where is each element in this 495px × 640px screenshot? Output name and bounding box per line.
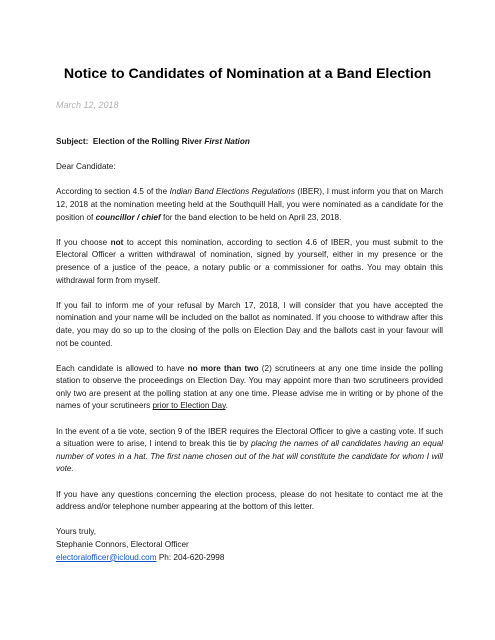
phone-number: Ph: 204-620-2998 [156,552,225,562]
paragraph-withdrawal [56,237,443,287]
subject-italic: First Nation [204,137,250,146]
subject-line [56,136,443,149]
paragraph-tie-vote [56,426,443,476]
p5-method-italic: placing the names of all candidates having an equal number of votes in a hat. The first name chosen out of the hat will constitute the candidate for whom I will vote. [56,439,443,474]
salutation: Dear Candidate: [56,162,116,172]
signature-block [56,526,443,564]
p1-regulations-italic: Indian Band Elections Regulations [169,187,295,197]
p2-not-bold: not [110,237,124,247]
signer-name: Stephanie Connors, Electoral Officer [56,540,189,549]
contact-line [56,552,443,565]
p2-text-a: If you choose [56,237,111,247]
letter-body [56,136,443,564]
subject-label: Subject: [56,137,89,146]
paragraph-questions: If you have any questions concerning the election process, please do not hesitate to contact me at the address and/or telephone number appearing at the bottom of this letter. [56,489,443,512]
closing: Yours truly, [56,527,97,537]
page-title: Notice to Candidates of Nomination at a Band Election [63,66,432,82]
p1-text-a: According to section 4.5 of the [56,187,170,197]
paragraph-scrutineers [56,363,443,413]
paragraph-refusal: If you fail to inform me of your refusal by March 17, 2018, I will consider that you have accepted the nomination and your name will be included on the ballot as nominated. If you choose to withdraw after this date, you may do so up to the closing of the polls on Election Day and the ballots cast in your favour will not be counted. [56,300,443,348]
letter-date: March 12, 2018 [56,100,119,110]
subject-text: Election of the Rolling River [92,137,203,146]
paragraph-nomination [56,186,443,224]
p4-text-b: (2) scrutineers at any one time inside the polling station to observe the proceedings on Election Day. You may appoint more than two scrutineers provided only two are present at the polling station at any one time. Please advise me in writing or by phone of the names of your scrutineers [56,363,443,411]
p2-text-b: to accept this nomination, according to section 4.6 of IBER, you must submit to the Electoral Officer a written withdrawal of nomination, signed by yourself, either in my presence or the presence of a justice of the peace, a notary public or a commissioner for oaths. You may obtain this withdrawal form from myself. [56,237,443,285]
p4-limit-bold: no more than two [187,363,259,373]
p4-text-c: . [225,401,228,411]
email-link[interactable]: electoralofficer@icloud.com [56,552,157,562]
p1-text-b: (IBER), I must inform you that on March 12, 2018 at the nomination meeting held at the Southquill Hall, you were nominated as a candidate for the position of [56,187,444,222]
p5-text-a: In the event of a tie vote, section 9 of the IBER requires the Electoral Officer to give a casting vote. If such a situation were to arise, I intend to break this tie by [56,426,443,449]
p4-deadline-underline: prior to Election Day [152,401,226,411]
p1-position-bold-italic: councillor / chief [95,212,161,222]
p4-text-a: Each candidate is allowed to have [56,363,188,373]
p1-text-c: for the band election to be held on April 23, 2018. [160,212,342,222]
